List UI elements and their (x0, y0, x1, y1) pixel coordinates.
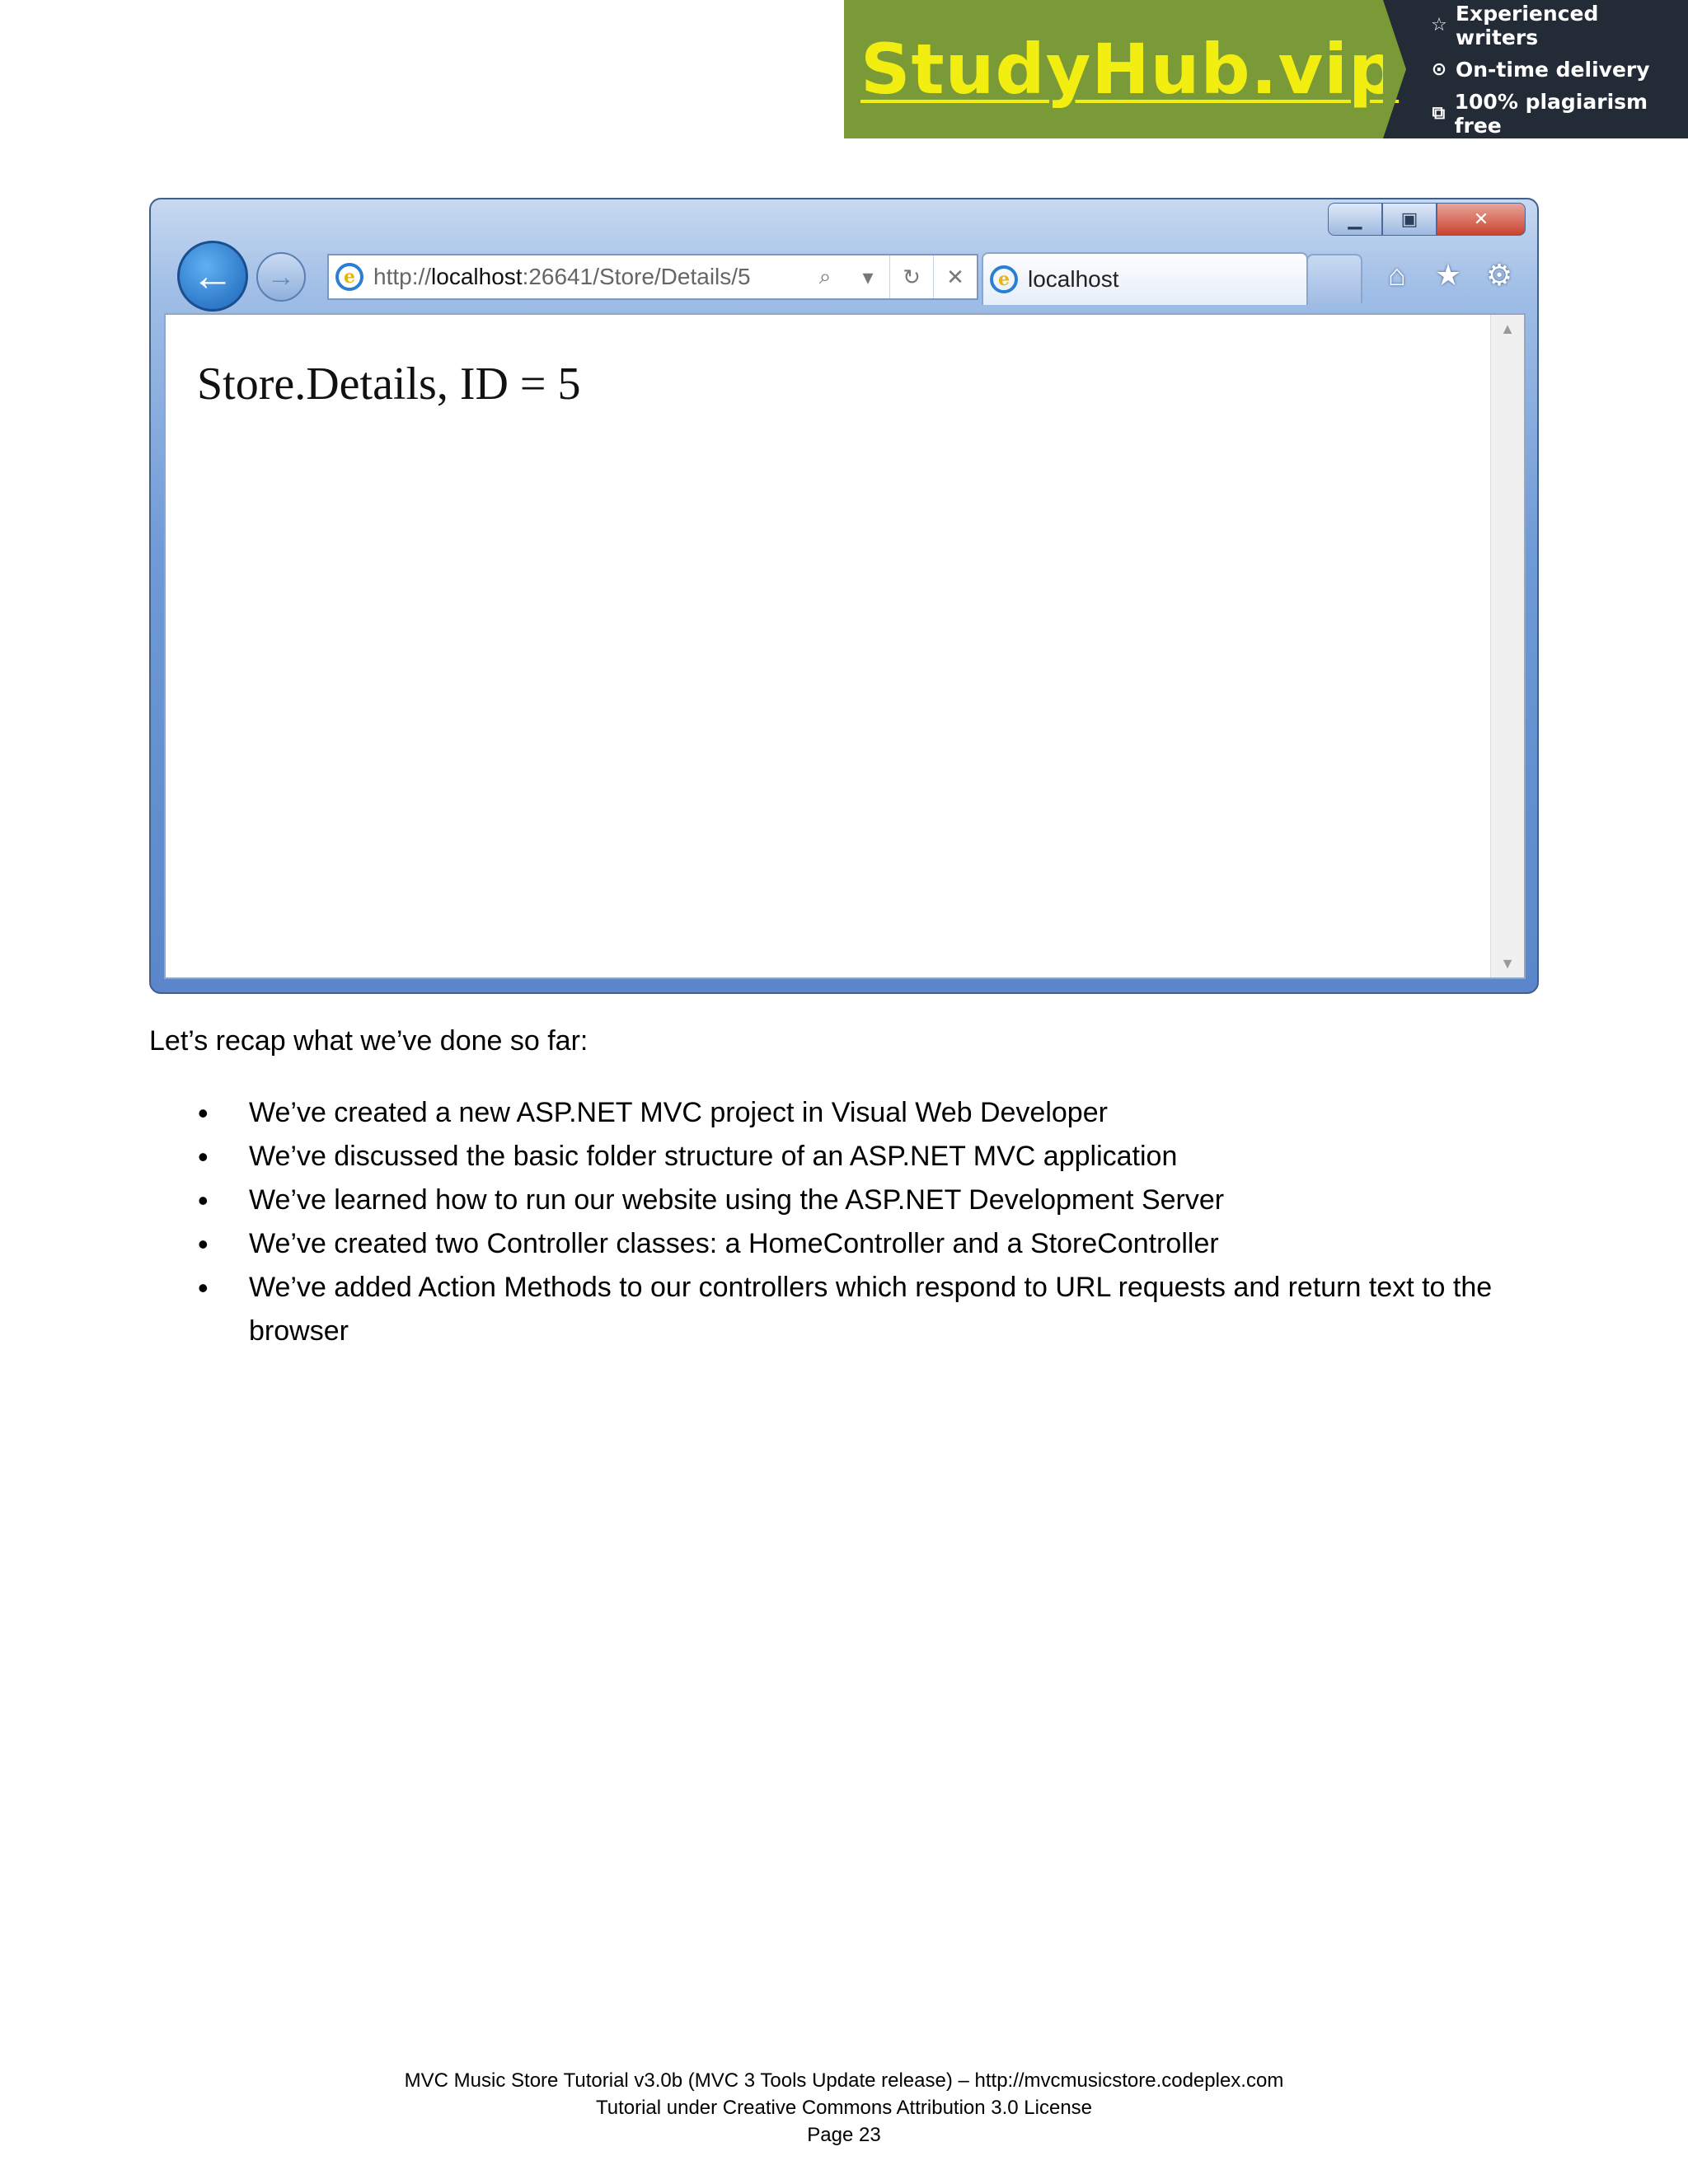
browser-window (149, 198, 1539, 994)
home-icon[interactable]: ⌂ (1388, 258, 1406, 292)
recap-list (198, 1091, 1550, 1353)
feature-label: 100% plagiarism free (1454, 89, 1648, 138)
footer-page-number: Page 23 (807, 2124, 881, 2146)
list-item: • We’ve created a new ASP.NET MVC project in Visual Web Developer (198, 1091, 1550, 1135)
back-button[interactable]: ← (177, 241, 248, 312)
browser-toolbar (1381, 259, 1516, 292)
list-item: • We’ve created two Controller classes: a HomeController and a StoreController (198, 1222, 1550, 1266)
window-controls (1328, 203, 1526, 236)
page-viewport (164, 313, 1526, 979)
url-host: localhost (431, 264, 523, 289)
recap-intro: Let’s recap what we’ve done so far: (149, 1025, 588, 1057)
maximize-button[interactable]: ▣ (1382, 203, 1437, 236)
url-prefix: http:// (373, 264, 432, 289)
feature-on-time-delivery (1429, 58, 1688, 82)
page-heading: Store.Details, ID = 5 (197, 359, 581, 410)
favorites-icon[interactable]: ★ (1434, 258, 1462, 292)
search-icon[interactable]: ⌕ (818, 264, 832, 288)
feature-plagiarism-free (1429, 90, 1688, 138)
vertical-scrollbar[interactable] (1490, 315, 1524, 977)
address-tools (804, 255, 977, 298)
feature-label: Experienced writers (1455, 1, 1599, 49)
address-bar[interactable] (327, 254, 978, 300)
dropdown-icon[interactable]: ▾ (862, 264, 874, 289)
clock-icon: ⊙ (1431, 59, 1447, 80)
list-item: • We’ve learned how to run our website using the ASP.NET Development Server (198, 1179, 1550, 1222)
footer-line-2: Tutorial under Creative Commons Attribution 3.0 License (595, 2097, 1093, 2119)
ie-page-icon: e (335, 263, 363, 291)
footer-line-1: MVC Music Store Tutorial v3.0b (MVC 3 Tools Update release) – http://mvcmusicstore.codeplex.com (404, 2069, 1284, 2092)
close-button[interactable]: ✕ (1437, 203, 1526, 236)
banner-features (1383, 0, 1688, 138)
copy-icon: ⧉ (1432, 103, 1446, 124)
tab-title: localhost (1028, 266, 1119, 292)
brand-logo: StudyHub.vip (860, 29, 1400, 110)
minimize-button[interactable]: ▁ (1328, 203, 1382, 236)
url-text[interactable] (373, 264, 804, 290)
star-icon: ☆ (1431, 15, 1447, 35)
refresh-icon[interactable]: ↻ (889, 255, 933, 298)
scroll-down-icon[interactable]: ▼ (1500, 954, 1515, 972)
ie-tab-icon: e (990, 265, 1018, 293)
feature-experienced-writers (1429, 2, 1688, 49)
forward-button[interactable]: → (256, 252, 306, 302)
list-item: • We’ve discussed the basic folder structure of an ASP.NET MVC application (198, 1135, 1550, 1179)
list-item: • We’ve added Action Methods to our controllers which respond to URL requests and return text to the browser (198, 1266, 1550, 1353)
stop-icon[interactable]: ✕ (933, 255, 977, 298)
feature-label: On-time delivery (1456, 57, 1650, 82)
new-tab-button[interactable] (1306, 254, 1362, 303)
page-footer (0, 2067, 1688, 2149)
studyhub-banner[interactable] (844, 0, 1688, 138)
tab-localhost[interactable] (982, 252, 1308, 305)
url-path: :26641/Store/Details/5 (522, 264, 751, 289)
banner-logo-area (844, 0, 1400, 138)
scroll-up-icon[interactable]: ▲ (1500, 320, 1515, 337)
gear-icon[interactable]: ⚙ (1485, 258, 1513, 292)
